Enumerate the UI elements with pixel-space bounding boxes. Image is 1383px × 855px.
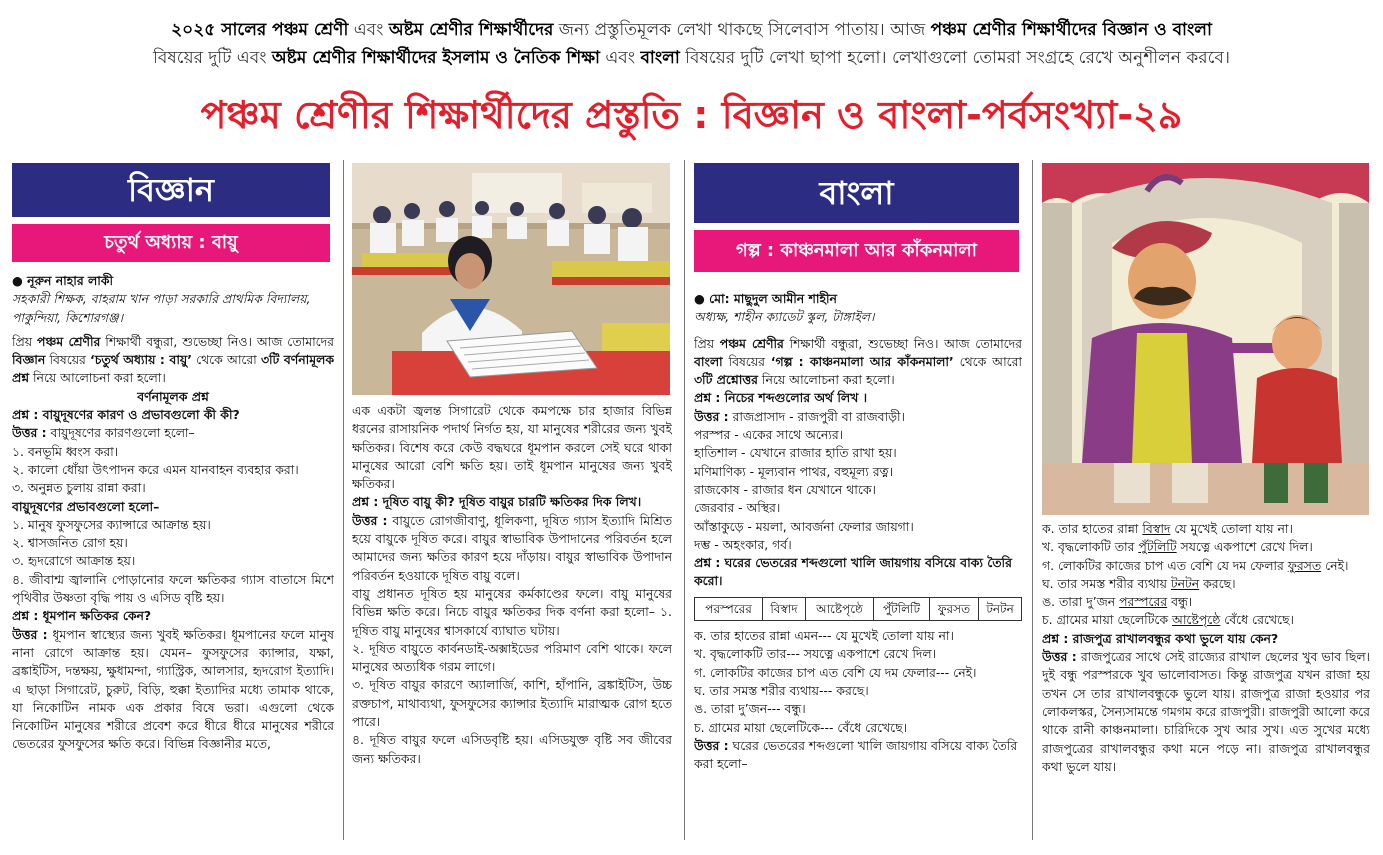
author-name: ● মো: মাছুদুল আমীন শাহীন: [694, 291, 837, 306]
text-span: ৩টি প্রশ্নোত্তর: [694, 372, 758, 388]
text-span: ৩টি বর্ণনামূলক প্রশ্ন: [12, 352, 334, 386]
list-item: ৩. অনুন্নত চুলায় রান্না করা।: [12, 480, 146, 496]
text-span: বায়ুদূষণের কারণগুলো হলো–: [46, 425, 195, 441]
intro-text-span: বিষয়ের দুটি এবং: [153, 48, 272, 68]
greeting: [694, 335, 1022, 390]
text-span: বিষয়ের: [722, 353, 771, 369]
question-3: প্রশ্ন : রাজপুত্র রাখালবন্ধুর কথা ভুলে যায় কেন?: [1042, 630, 1279, 646]
intro-line-2: [8, 44, 1375, 72]
list-item: ১. মানুষ ফুসফুসের ক্যান্সারে আক্রান্ত হয়।: [12, 516, 211, 532]
greeting: [12, 333, 334, 388]
text-span: সযত্নে একপাশে রেখে দিল।: [1176, 539, 1313, 555]
word-cell: পরস্পরের: [695, 597, 763, 620]
story-illustration: [1042, 163, 1369, 515]
section-heading: বর্ণনামূলক প্রশ্ন: [137, 388, 209, 404]
answer-line: [1042, 611, 1370, 629]
science-column-1: [12, 272, 334, 847]
list-item: গ. লোকটির কাজের চাপ এত বেশি যে দম ফেলার--- নেই।: [694, 664, 977, 680]
intro-text-span: জন্য প্রস্তুতিমূলক লেখা থাকছে সিলেবাস পাতায়। আজ: [553, 20, 931, 40]
intro-text-span: পঞ্চম শ্রেণীর শিক্ষার্থীদের বিজ্ঞান ও বাংলা: [930, 20, 1212, 40]
text-span: বায়ুতে রোগজীবাণু, ধূলিকণা, দূষিত গ্যাস ইত্যাদি মিশ্রিত হয়ে বায়ুকে দূষিত করে। বায়ুর স্বাভাবিক উপাদানের পরিবর্তন হলে আমাদের জন্য ক্ষতির কারণ হয়ে দাঁড়ায়। বায়ুর স্বাভাবিক উপাদান পরিবর্তন হওয়াকে দূষিত বায়ু বলে।: [352, 512, 672, 583]
answer-word: পুঁটলিটি: [1138, 539, 1177, 555]
answer-1: [12, 424, 334, 442]
question-2: প্রশ্ন : ঘরের ভেতরের শব্দগুলো খালি জায়গায় বসিয়ে বাক্য তৈরি করো।: [694, 555, 1012, 589]
answer-label: উত্তর :: [352, 512, 388, 528]
list-item: ক. তার হাতের রান্না এমন--- যে মুখেই তোলা যায় না।: [694, 628, 954, 644]
text-span: ঘ. তার সমস্ত শরীর ব্যথায়: [1042, 575, 1171, 591]
list-item: ৪. দূষিত বায়ুর ফলে এসিডবৃষ্টি হয়। এসিডযুক্ত বৃষ্টি সব জীবের জন্য ক্ষতিকর।: [352, 732, 672, 766]
paragraph: এক একটা জ্বলন্ত সিগারেট থেকে কমপক্ষে চার হাজার বিভিন্ন ধরনের রাসায়নিক পদার্থ নির্গত হয়, যা মানুষের শরীরের জন্য খুবই ক্ষতিকর। বিশেষ করে কেউ বদ্ধঘরে ধূমপান করলে সেই ঘরে থাকা মানুষের আরো বেশি ক্ষতি হয়। তাই ধূমপান মানুষের জন্য খুবই ক্ষতিকর।: [352, 403, 672, 492]
intro-text: [8, 16, 1375, 72]
text-span: থেকে আরো: [953, 353, 1022, 369]
list-item: খ. বৃদ্ধলোকটি তার--- সযত্নে একপাশে রেখে দিল।: [694, 646, 937, 662]
answer-label: উত্তর :: [694, 737, 729, 753]
answer-word: ফুরসত: [1287, 557, 1322, 573]
bangla-chapter-box: গল্প : কাঞ্চনমালা আর কাঁকনমালা: [694, 230, 1019, 272]
paragraph: বায়ু প্রধানত দূষিত হয় মানুষের কর্মকাণ্ডের ফলে। বায়ু মানুষের বিভিন্ন ক্ষতি করে। নিচে বায়ুর ক্ষতিকর দিক বর্ণনা করা হলো– ১. দূষিত বায়ু মানুষের শ্বাসকার্যে ব্যাঘাত ঘটায়।: [352, 585, 672, 638]
text-span: গ. লোকটির কাজের চাপ এত বেশি যে দম ফেলার: [1042, 557, 1288, 573]
answer-line: [1042, 520, 1370, 538]
text-span: যে মুখেই তোলা যায় না।: [1170, 521, 1293, 536]
text-span: ঘরের ভেতরের শব্দগুলো খালি জায়গায় বসিয়ে বাক্য তৈরি করা হলো–: [694, 737, 1018, 772]
question-1: প্রশ্ন : বায়ুদূষণের কারণ ও প্রভাবগুলো কী কী?: [12, 407, 240, 423]
answer-label: উত্তর :: [12, 626, 48, 642]
text-span: রাজপ্রাসাদ - রাজপুরী বা রাজবাড়ী।: [728, 408, 905, 424]
author-name: ● নূরুন নাহার লাকী: [12, 273, 113, 288]
list-item: দম্ভ - অহংকার, গর্ব।: [694, 536, 792, 552]
author-title: অধ্যক্ষ, শাহীন ক্যাডেট স্কুল, টাঙ্গাইল।: [694, 309, 875, 325]
intro-text-span: এবং: [348, 20, 389, 40]
text-span: খ. বৃদ্ধলোকটি তার: [1042, 539, 1139, 555]
classroom-photo: [352, 163, 670, 395]
word-cell: আষ্টেপৃষ্ঠে: [805, 597, 874, 620]
answer-3: [352, 512, 672, 585]
question-1: প্রশ্ন : নিচের শব্দগুলোর অর্থ লিখ ।: [694, 390, 868, 406]
answer-2: [694, 737, 1022, 774]
table-row: [695, 597, 1022, 620]
answer-line: [1042, 538, 1370, 556]
text-span: ক. তার হাতের রান্না: [1042, 521, 1143, 536]
bangla-subject-box: বাংলা: [694, 163, 1019, 223]
answer-word: আষ্টেপৃষ্ঠে: [1171, 612, 1221, 628]
list-item: হাতিশাল - যেখানে রাজার হাতি রাখা হয়।: [694, 445, 897, 461]
text-span: শিক্ষার্থী বন্ধুরা, শুভেচ্ছা নিও। আজ তোমাদের: [783, 335, 1022, 351]
author-title: সহকারী শিক্ষক, বাহরাম খান পাড়া সরকারি প্রাথমিক বিদ্যালয়, পাকুন্দিয়া, কিশোরগঞ্জ।: [12, 291, 311, 325]
intro-text-span: বাংলা: [640, 48, 680, 68]
text-span: থেকে আরো: [191, 352, 261, 368]
list-item: ৩. হৃদরোগে আক্রান্ত হয়।: [12, 553, 136, 569]
intro-line-1: [8, 16, 1375, 44]
text-span: করছে।: [1199, 575, 1236, 591]
text-span: বিজ্ঞান: [12, 352, 46, 368]
text-span: নেই।: [1321, 557, 1349, 573]
answer-label: উত্তর :: [1042, 649, 1077, 665]
list-item: ২. দূষিত বায়ুতে কার্বনডাই-অক্সাইডের পরিমাণ বেশি থাকে। ফলে মানুষের অত্যধিক গরম লাগে।: [352, 640, 672, 675]
list-item: ঙ. তারা দু’জন--- বন্ধু।: [694, 701, 806, 717]
story-illustration-image: [1042, 163, 1369, 515]
word-cell: বিস্বাদ: [763, 597, 806, 620]
list-item: ২. শ্বাসজনিত রোগ হয়।: [12, 535, 128, 551]
column-divider: [1032, 160, 1033, 840]
list-item: মণিমাণিক্য - মূল্যবান পাথর, বহুমূল্য রত্ন।: [694, 463, 894, 479]
answer-3: [1042, 648, 1370, 776]
text-span: নিয়ে আলোচনা করা হলো।: [29, 370, 166, 386]
list-item: পরস্পর - একের সাথে অন্যের।: [694, 427, 844, 443]
text-span: ধূমপান স্বাস্থ্যের জন্য খুবই ক্ষতিকর। ধূমপানের ফলে মানুষ নানা রোগে আক্রান্ত হয়। যেমন– ফুসফুসের ক্যান্সার, যক্ষা, ব্রঙ্কাইটিস, দন্তক্ষয়, ক্ষুধামন্দা, গ্যাস্ট্রিক, আলসার, হৃদরোগ ইত্যাদি। এ ছাড়া সিগারেট, চুরুট, বিড়ি, হুক্কা ইত্যাদির মধ্যে তামাক থাকে, যা নিকোটিন নামক এক প্রকার বিষে ভরা। এগুলো থেকে নিকোটিন মানুষের শরীরে প্রবেশ করে ধীরে ধীরে মানুষের শরীরে ভেতরের ফুসফুসের ক্ষতি করে। বিভিন্ন বিজ্ঞানীর মতে,: [12, 626, 334, 752]
science-subject-box: বিজ্ঞান: [12, 163, 330, 217]
list-item: ২. কালো ধোঁয়া উৎপাদন করে এমন যানবাহন ব্যবহার করা।: [12, 461, 299, 477]
list-item: ৩. দূষিত বায়ুর কারণে অ্যালার্জি, কাশি, হাঁপানি, ব্রঙ্কাইটিস, উচ্চ রক্তচাপ, মাথাব্যথা, ফুসফুসের ক্যান্সার ইত্যাদি মারাত্মক রোগ হতে পারে।: [352, 677, 672, 730]
list-item: রাজকোষ - রাজার ধন যেখানে থাকে।: [694, 481, 876, 497]
column-divider: [343, 160, 344, 840]
text-span: শিক্ষার্থী বন্ধুরা, শুভেচ্ছা নিও। আজ তোমাদের: [100, 333, 334, 349]
text-span: ঙ. তারা দু’জন: [1042, 594, 1120, 610]
answer-line: [1042, 575, 1370, 593]
list-item: জেরবার - অস্থির।: [694, 500, 781, 516]
text-span: বাংলা: [694, 353, 723, 369]
list-item: ১. বনভূমি ধ্বংস করা।: [12, 443, 119, 459]
text-span: ‘চতুর্থ অধ্যায় : বায়ু’: [89, 352, 192, 368]
word-cell: ফুরসত: [929, 597, 978, 620]
word-cell: টনটন: [979, 597, 1022, 620]
text-span: পঞ্চম শ্রেণীর: [719, 335, 784, 351]
science-column-2: [352, 402, 672, 842]
bangla-column-1: [694, 290, 1022, 845]
intro-text-span: ২০২৫ সালের: [171, 20, 273, 40]
answer-line: [1042, 593, 1370, 611]
intro-text-span: পঞ্চম শ্রেণী: [272, 20, 349, 40]
list-item: চ. গ্রামের মায়া ছেলেটিকে--- বেঁধে রেখেছে।: [694, 719, 908, 735]
answer-label: উত্তর :: [12, 425, 47, 441]
word-cell: পুঁটলিটি: [874, 597, 930, 620]
text-span: বন্ধু।: [1167, 594, 1193, 610]
answer-line: [1042, 557, 1370, 575]
intro-text-span: অষ্টম শ্রেণীর শিক্ষার্থীদের ইসলাম ও নৈতিক শিক্ষা: [271, 48, 600, 68]
page-headline: পঞ্চম শ্রেণীর শিক্ষার্থীদের প্রস্তুতি : বিজ্ঞান ও বাংলা-পর্বসংখ্যা-২৯: [200, 93, 1183, 137]
answer-label: উত্তর :: [694, 408, 729, 424]
intro-text-span: বিষয়ের দুটি লেখা ছাপা হলো। লেখাগুলো তোমরা সংগ্রহে রেখে অনুশীলন করবে।: [679, 48, 1230, 68]
answer-word: টনটন: [1170, 575, 1200, 591]
list-item: ৪. জীবাশ্ম জ্বালানি পোড়ানোর ফলে ক্ষতিকর গ্যাস বাতাসে মিশে পৃথিবীর উষ্ণতা বৃদ্ধি পায় ও এসিড বৃষ্টি হয়।: [12, 571, 334, 606]
answer-2: [12, 626, 334, 754]
text-span: প্রিয়: [12, 333, 38, 349]
answer-word: বিস্বাদ: [1142, 521, 1171, 536]
text-span: বেঁধে রেখেছে।: [1220, 612, 1294, 628]
intro-text-span: এবং: [599, 48, 641, 68]
text-span: ‘গল্প : কাঞ্চনমালা আর কাঁকনমালা’: [770, 353, 954, 369]
text-span: চ. গ্রামের মায়া ছেলেটিকে: [1042, 612, 1172, 628]
text-span: পঞ্চম শ্রেণীর: [37, 333, 101, 349]
effects-heading: বায়ুদূষণের প্রভাবগুলো হলো–: [12, 498, 160, 514]
answer-word: পরস্পরের: [1119, 594, 1168, 610]
word-box-table: [694, 597, 1022, 621]
column-divider: [684, 160, 685, 840]
question-2: প্রশ্ন : ধূমপান ক্ষতিকর কেন?: [12, 608, 152, 624]
text-span: নিয়ে আলোচনা করা হলো।: [757, 372, 895, 388]
answer-1: [694, 408, 1022, 426]
text-span: বিষয়ের: [45, 352, 90, 368]
bangla-column-2: [1042, 520, 1370, 845]
science-chapter-box: চতুর্থ অধ্যায় : বায়ু: [12, 224, 330, 262]
classroom-photo-image: [352, 163, 670, 395]
question-3: প্রশ্ন : দূষিত বায়ু কী? দূষিত বায়ুর চারটি ক্ষতিকর দিক লিখ।: [352, 494, 642, 510]
list-item: ঘ. তার সমস্ত শরীর ব্যথায়--- করছে।: [694, 682, 869, 698]
intro-text-span: অষ্টম শ্রেণীর শিক্ষার্থীদের: [388, 20, 554, 40]
text-span: রাজপুত্রের সাথে সেই রাজ্যের রাখাল ছেলের খুব ভাব ছিল। দুই বন্ধু পরস্পরকে খুব ভালোবাসত। কিন্তু রাজপুত্র যখন রাজা হয় তখন সে তার রাখালবন্ধুকে ভুলে যায়। রাজপুত্র রাজা হওয়ার পর লোকলস্কর, সৈন্যসামন্তে গমগম করে রাজপুরী। রাজপুরী আলো করে থাকে রানী কাঞ্চনমালা। চারিদিকে সুখ আর সুখ। এত সুখের মধ্যে রাজপুত্রের রাখালবন্ধুর কথা মনে পড়ে না। রাজপুত্র রাখালবন্ধুর কথা ভুলে যায়।: [1042, 649, 1370, 774]
list-item: আঁস্তাকুড়ে - ময়লা, আবর্জনা ফেলার জায়গা।: [694, 518, 914, 534]
text-span: প্রিয়: [694, 335, 720, 351]
